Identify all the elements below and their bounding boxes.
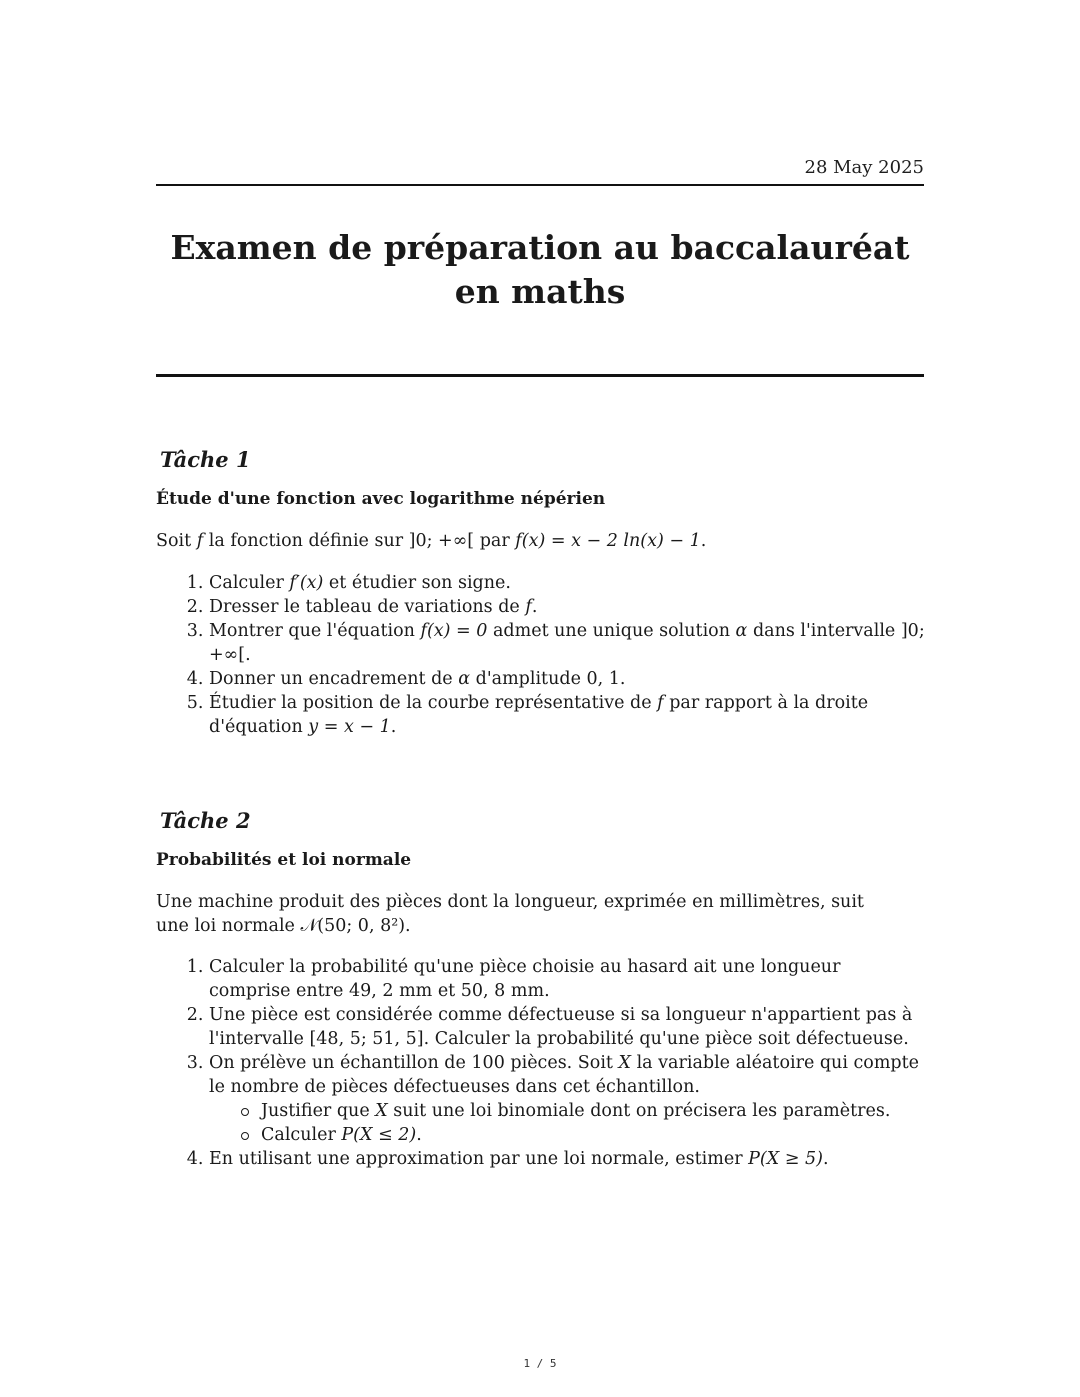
text: Une machine produit des pièces dont la longueur, exprimée en millimètres, suit une loi normale [156,892,864,936]
text: et étudier son signe. [323,573,511,593]
text: En utilisant une approximation par une loi normale, estimer [209,1149,749,1169]
math: P(X ≤ 2) [341,1125,417,1145]
task-2-intro [156,890,896,938]
text: Soit [156,531,197,551]
text: . [822,1149,829,1169]
math: ]0; +∞[ [209,621,925,665]
math: α [735,621,748,641]
page-number: 1 / 5 [523,1357,557,1370]
task-1-subtitle: Étude d'une fonction avec logarithme népérien [156,489,606,509]
text: Montrer que l'équation [209,621,421,641]
list-item [209,955,921,1003]
text: dans l'intervalle [747,621,901,641]
text: par rapport à la droite d'équation [209,693,869,737]
text: . [700,531,707,551]
task-2-subquestions [209,1099,921,1147]
text: . [245,645,251,665]
list-item [209,1051,921,1147]
text: Dresser le tableau de variations de [209,597,526,617]
list-item [209,1147,921,1171]
math: f [196,531,204,551]
text: . [405,916,411,936]
text: Étudier la position de la courbe représentative de [209,693,658,713]
list-item [209,619,941,667]
text: Donner un encadrement de [209,669,459,689]
math: 100 [471,1053,505,1073]
math: y = x − 1 [308,717,391,737]
text: Calculer [261,1125,342,1145]
math: α [458,669,471,689]
text: Calculer la probabilité qu'une pièce choisie au hasard ait une longueur comprise entre [209,957,841,1001]
math: f(x) = x − 2 ln(x) − 1 [515,531,701,551]
text: . [416,1125,422,1145]
text: la fonction définie sur [203,531,409,551]
list-item [209,667,941,691]
math: 𝒩(50; 0, 8²) [300,916,406,936]
math: f(x) = 0 [420,621,488,641]
text: . [531,597,538,617]
list-item [261,1099,921,1123]
list-item [209,1003,921,1051]
math: X [618,1053,631,1073]
text: Calculer [209,573,290,593]
text: suit une loi binomiale dont on précisera les paramètres. [387,1101,891,1121]
task-2-heading: Tâche 2 [160,808,251,833]
task-2-subtitle: Probabilités et loi normale [156,850,412,870]
task-2-questions [192,955,921,1171]
math: X [375,1101,388,1121]
document-title: Examen de préparation au baccalauréat en maths [170,228,910,311]
list-item [261,1123,921,1147]
math: 0, 1 [586,669,620,689]
math: mm [399,981,433,1001]
task-1-intro [156,529,924,553]
text: . [544,981,550,1001]
text: pièces. Soit [504,1053,619,1073]
math: f [525,597,532,617]
math: ]0; +∞[ [408,531,475,551]
task-1-questions [192,571,941,739]
math: 50, 8 [460,981,506,1001]
math: [48, 5; 51, 5] [309,1029,424,1049]
text: Justifier que [261,1101,376,1121]
text: Une pièce est considérée comme défectueuse si sa longueur n'appartient pas à l'intervalle [209,1005,913,1049]
math: f [657,693,664,713]
list-item [209,691,941,739]
text: . [390,717,397,737]
text: On prélève un échantillon de [209,1053,472,1073]
text: d'amplitude [470,669,587,689]
text: par [474,531,516,551]
math: mm [510,981,545,1001]
text: admet une unique solution [487,621,736,641]
header-rule [156,184,924,186]
header-date: 28 May 2025 [804,157,924,178]
math: f′(x) [289,573,324,593]
text: et [432,981,461,1001]
math: 49, 2 [348,981,394,1001]
task-1-heading: Tâche 1 [160,447,251,472]
title-rule [156,374,924,377]
list-item [209,571,941,595]
text: . [619,669,626,689]
list-item [209,595,941,619]
math: P(X ≥ 5) [748,1149,823,1169]
text: la variable aléatoire qui compte le nombre de pièces défectueuses dans cet échantillon. [209,1053,920,1097]
text: . Calculer la probabilité qu'une pièce soit défectueuse. [423,1029,909,1049]
